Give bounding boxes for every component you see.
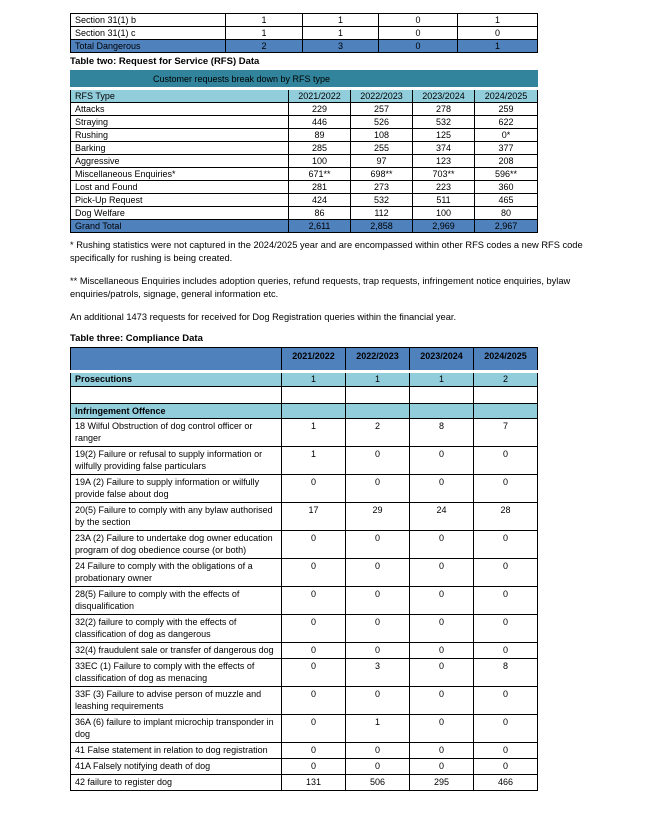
cell-value: 466 [474, 774, 538, 790]
cell-value: 1 [346, 714, 410, 742]
section-header: Infringement Offence [71, 403, 282, 418]
cell-value: 1 [226, 27, 303, 40]
row-label: 36A (6) failure to implant microchip transponder in dog [71, 714, 282, 742]
table-row [71, 207, 538, 220]
cell-value: 28 [474, 502, 538, 530]
cell-value: 2,967 [475, 220, 538, 233]
column-header: 2021/2022 [289, 89, 351, 103]
cell-value: 295 [410, 774, 474, 790]
cell-value: 0 [346, 642, 410, 658]
year-header-empty-cell [71, 347, 282, 371]
cell-value: 1 [303, 27, 379, 40]
cell-value: 424 [289, 194, 351, 207]
cell-value: 29 [346, 502, 410, 530]
row-label: 32(2) failure to comply with the effects of classification of dog as dangerous [71, 614, 282, 642]
row-label: Pick-Up Request [71, 194, 289, 207]
row-label: Prosecutions [71, 371, 282, 386]
row-label: 33EC (1) Failure to comply with the effects of classification of dog as menacing [71, 658, 282, 686]
cell-value: 0 [474, 530, 538, 558]
table-row [71, 586, 538, 614]
cell-value: 0 [474, 714, 538, 742]
empty-cell [282, 386, 346, 403]
cell-value: 0 [346, 742, 410, 758]
cell-value: 446 [289, 116, 351, 129]
cell-value: 596** [475, 168, 538, 181]
row-label: Miscellaneous Enquiries* [71, 168, 289, 181]
cell-value: 229 [289, 103, 351, 116]
cell-value: 0 [410, 446, 474, 474]
rfs-banner-empty-cell [413, 71, 475, 89]
cell-value: 86 [289, 207, 351, 220]
cell-value: 0 [410, 614, 474, 642]
cell-value: 24 [410, 502, 474, 530]
cell-value: 1 [226, 14, 303, 27]
cell-value: 506 [346, 774, 410, 790]
cell-value: 3 [346, 658, 410, 686]
cell-value: 1 [458, 40, 538, 53]
table-three-heading: Table three: Compliance Data [70, 332, 203, 344]
cell-value: 0 [474, 642, 538, 658]
cell-value: 2 [474, 371, 538, 386]
cell-value: 0 [282, 586, 346, 614]
cell-value: 2,611 [289, 220, 351, 233]
cell-value: 1 [282, 446, 346, 474]
note-dog-registration: An additional 1473 requests for received for Dog Registration queries within the financial year. [70, 312, 457, 322]
cell-value: 0 [474, 742, 538, 758]
cell-value: 374 [413, 142, 475, 155]
cell-value: 1 [303, 14, 379, 27]
empty-cell [346, 386, 410, 403]
rfs-header-row [71, 89, 538, 103]
table-row [71, 155, 538, 168]
row-label: 42 failure to register dog [71, 774, 282, 790]
column-header: 2024/2025 [475, 89, 538, 103]
rfs-banner-row [71, 71, 538, 89]
cell-value: 698** [351, 168, 413, 181]
table-row [71, 642, 538, 658]
cell-value: 0 [282, 758, 346, 774]
cell-value: 0 [282, 658, 346, 686]
cell-value: 360 [475, 181, 538, 194]
row-label: 41A Falsely notifying death of dog [71, 758, 282, 774]
row-label: Total Dangerous [71, 40, 226, 53]
empty-cell [474, 403, 538, 418]
cell-value: 0 [346, 558, 410, 586]
empty-cell [346, 403, 410, 418]
cell-value: 0 [282, 530, 346, 558]
cell-value: 532 [413, 116, 475, 129]
table-row [71, 129, 538, 142]
row-label: 18 Wilful Obstruction of dog control officer or ranger [71, 418, 282, 446]
cell-value: 123 [413, 155, 475, 168]
cell-value: 0 [410, 558, 474, 586]
table-two-heading: Table two: Request for Service (RFS) Data [70, 56, 260, 67]
cell-value: 0 [346, 446, 410, 474]
row-label: 28(5) Failure to comply with the effects of disqualification [71, 586, 282, 614]
row-label: Barking [71, 142, 289, 155]
table-row [71, 14, 538, 27]
cell-value: 1 [458, 14, 538, 27]
cell-value: 17 [282, 502, 346, 530]
rfs-table [70, 70, 538, 233]
empty-cell [474, 386, 538, 403]
cell-value: 0 [379, 27, 458, 40]
cell-value: 100 [413, 207, 475, 220]
cell-value: 255 [351, 142, 413, 155]
table-row [71, 758, 538, 774]
row-label: 19(2) Failure or refusal to supply information or wilfully providing false particulars [71, 446, 282, 474]
table-row [71, 220, 538, 233]
cell-value: 0 [474, 474, 538, 502]
column-header: 2022/2023 [346, 347, 410, 371]
cell-value: 273 [351, 181, 413, 194]
prosecutions-row [71, 371, 538, 386]
cell-value: 3 [303, 40, 379, 53]
table-row [71, 181, 538, 194]
cell-value: 125 [413, 129, 475, 142]
cell-value: 0 [410, 474, 474, 502]
cell-value: 0 [410, 742, 474, 758]
row-label: 32(4) fraudulent sale or transfer of dangerous dog [71, 642, 282, 658]
cell-value: 257 [351, 103, 413, 116]
cell-value: 0 [410, 686, 474, 714]
cell-value: 80 [475, 207, 538, 220]
table-row [71, 502, 538, 530]
cell-value: 285 [289, 142, 351, 155]
row-label: Section 31(1) b [71, 14, 226, 27]
cell-value: 0 [474, 758, 538, 774]
column-header: 2022/2023 [351, 89, 413, 103]
cell-value: 1 [282, 418, 346, 446]
cell-value: 0 [346, 586, 410, 614]
table-row [71, 686, 538, 714]
row-label: Section 31(1) c [71, 27, 226, 40]
cell-value: 0 [282, 742, 346, 758]
cell-value: 0 [379, 40, 458, 53]
cell-value: 526 [351, 116, 413, 129]
column-header: 2021/2022 [282, 347, 346, 371]
row-label: 41 False statement in relation to dog registration [71, 742, 282, 758]
table-row [71, 103, 538, 116]
row-label: Aggressive [71, 155, 289, 168]
cell-value: 2,858 [351, 220, 413, 233]
cell-value: 0 [346, 686, 410, 714]
cell-value: 0 [346, 758, 410, 774]
row-label: 23A (2) Failure to undertake dog owner education program of dog obedience course (or both) [71, 530, 282, 558]
compliance-year-header-row [71, 347, 538, 371]
cell-value: 0 [346, 530, 410, 558]
cell-value: 131 [282, 774, 346, 790]
cell-value: 1 [410, 371, 474, 386]
cell-value: 0 [410, 642, 474, 658]
cell-value: 278 [413, 103, 475, 116]
cell-value: 0 [282, 474, 346, 502]
row-label: Straying [71, 116, 289, 129]
cell-value: 2,969 [413, 220, 475, 233]
cell-value: 281 [289, 181, 351, 194]
cell-value: 0 [282, 614, 346, 642]
cell-value: 8 [474, 658, 538, 686]
cell-value: 465 [475, 194, 538, 207]
table-row [71, 446, 538, 474]
row-label: 33F (3) Failure to advise person of muzzle and leashing requirements [71, 686, 282, 714]
dangerous-dogs-table [70, 13, 538, 53]
column-header: 2023/2024 [413, 89, 475, 103]
cell-value: 532 [351, 194, 413, 207]
cell-value: 0 [410, 530, 474, 558]
cell-value: 1 [282, 371, 346, 386]
table-row [71, 714, 538, 742]
table-row [71, 27, 538, 40]
cell-value: 0 [474, 586, 538, 614]
cell-value: 0 [282, 714, 346, 742]
cell-value: 0 [379, 14, 458, 27]
cell-value: 0 [474, 686, 538, 714]
table-row [71, 418, 538, 446]
row-label: Rushing [71, 129, 289, 142]
table-row [71, 658, 538, 686]
table-row [71, 530, 538, 558]
column-header: RFS Type [71, 89, 289, 103]
infringement-offence-header-row [71, 403, 538, 418]
cell-value: 97 [351, 155, 413, 168]
cell-value: 100 [289, 155, 351, 168]
cell-value: 108 [351, 129, 413, 142]
cell-value: 0 [346, 614, 410, 642]
cell-value: 671** [289, 168, 351, 181]
spacer-row [71, 386, 538, 403]
table-row [71, 558, 538, 586]
cell-value: 208 [475, 155, 538, 168]
cell-value: 89 [289, 129, 351, 142]
table-row [71, 194, 538, 207]
column-header: 2024/2025 [474, 347, 538, 371]
empty-cell [71, 386, 282, 403]
cell-value: 0 [474, 614, 538, 642]
cell-value: 7 [474, 418, 538, 446]
cell-value: 2 [226, 40, 303, 53]
cell-value: 0 [410, 758, 474, 774]
cell-value: 511 [413, 194, 475, 207]
row-label: Attacks [71, 103, 289, 116]
cell-value: 0 [410, 586, 474, 614]
rfs-banner-empty-cell [475, 71, 538, 89]
cell-value: 0 [282, 558, 346, 586]
cell-value: 703** [413, 168, 475, 181]
table-row [71, 168, 538, 181]
cell-value: 1 [346, 371, 410, 386]
cell-value: 0 [282, 642, 346, 658]
footnote-rushing: * Rushing statistics were not captured in the 2024/2025 year and are encompassed within other RFS codes a new RFS code specifically for rushing is being created. [70, 240, 583, 263]
compliance-table [70, 347, 538, 791]
column-header: 2023/2024 [410, 347, 474, 371]
cell-value: 0 [282, 686, 346, 714]
cell-value: 8 [410, 418, 474, 446]
cell-value: 0 [410, 714, 474, 742]
cell-value: 0 [458, 27, 538, 40]
table-row [71, 474, 538, 502]
cell-value: 622 [475, 116, 538, 129]
footnote-misc-enquiries: ** Miscellaneous Enquiries includes adoption queries, refund requests, trap requests, infringement notice enquiries, bylaw enquiries/patrols, signage, general information etc. [70, 276, 571, 299]
table-row [71, 116, 538, 129]
table-row [71, 40, 538, 53]
cell-value: 0 [474, 446, 538, 474]
cell-value: 2 [346, 418, 410, 446]
empty-cell [282, 403, 346, 418]
table-row [71, 142, 538, 155]
cell-value: 259 [475, 103, 538, 116]
cell-value: 112 [351, 207, 413, 220]
row-label: 19A (2) Failure to supply information or wilfully provide false about dog [71, 474, 282, 502]
cell-value: 0* [475, 129, 538, 142]
cell-value: 0 [410, 658, 474, 686]
row-label: Lost and Found [71, 181, 289, 194]
table-row [71, 614, 538, 642]
cell-value: 223 [413, 181, 475, 194]
table-row [71, 742, 538, 758]
empty-cell [410, 403, 474, 418]
cell-value: 0 [474, 558, 538, 586]
row-label: Dog Welfare [71, 207, 289, 220]
empty-cell [410, 386, 474, 403]
rfs-banner: Customer requests break down by RFS type [71, 71, 413, 89]
row-label: 24 Failure to comply with the obligations of a probationary owner [71, 558, 282, 586]
row-label: Grand Total [71, 220, 289, 233]
row-label: 20(5) Failure to comply with any bylaw authorised by the section [71, 502, 282, 530]
cell-value: 377 [475, 142, 538, 155]
cell-value: 0 [346, 474, 410, 502]
table-row [71, 774, 538, 790]
